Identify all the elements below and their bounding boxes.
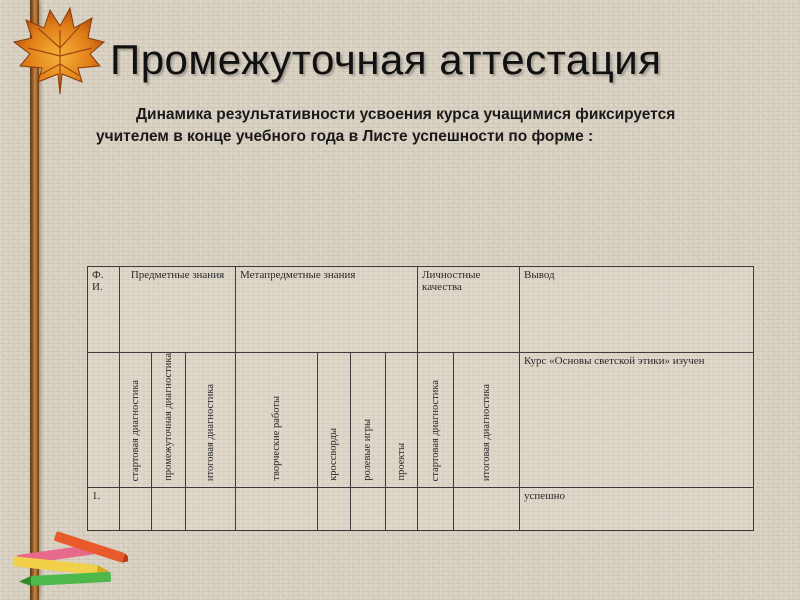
header-personal-qualities: Личностные качества (418, 267, 520, 353)
table-cell (351, 488, 386, 531)
header-fio: Ф. И. (88, 267, 120, 353)
table-cell (236, 488, 318, 531)
subheader-cell (454, 353, 520, 488)
table-subheader-row (88, 353, 754, 488)
subheader-empty (88, 353, 120, 488)
subheader-label: итоговая диагностика (480, 383, 492, 481)
subheader-cell (152, 353, 186, 488)
success-sheet-table (87, 266, 754, 531)
subheader-label: стартовая диагностика (429, 379, 441, 481)
subheader-cell (386, 353, 418, 488)
header-subject-knowledge: Предметные знания (120, 267, 236, 353)
subheader-cell (318, 353, 351, 488)
row-number: 1. (88, 488, 120, 531)
autumn-leaf-icon (8, 4, 108, 100)
row-result: успешно (520, 488, 754, 531)
header-metasubject-knowledge: Метапредметные знания (236, 267, 418, 353)
subheader-label: творческие работы (270, 396, 282, 481)
subheader-label: промежуточная диагностика (162, 353, 174, 481)
subheader-label: ролевые игры (362, 419, 374, 481)
slide-title: Промежуточная аттестация (110, 36, 662, 83)
table-cell (418, 488, 454, 531)
table-cell (318, 488, 351, 531)
subheader-label: итоговая диагностика (204, 383, 216, 481)
subheader-label: стартовая диагностика (129, 379, 141, 481)
table-row (88, 488, 754, 531)
table-cell (454, 488, 520, 531)
subheader-label: проекты (395, 443, 407, 481)
subheader-cell (186, 353, 236, 488)
subheader-label: кроссворды (328, 428, 340, 481)
table-cell (186, 488, 236, 531)
slide-subtitle: Динамика результативности усвоения курса учащимися фиксируется учителем в конце учебного года в Листе успешности по форме : (96, 106, 676, 145)
subheader-cell (418, 353, 454, 488)
table-cell (120, 488, 152, 531)
crayons-icon (8, 528, 128, 594)
table-cell (386, 488, 418, 531)
subheader-cell (236, 353, 318, 488)
subheader-cell (351, 353, 386, 488)
table-cell (152, 488, 186, 531)
table-header-row (88, 267, 754, 353)
subheader-cell (120, 353, 152, 488)
header-conclusion: Вывод (520, 267, 754, 353)
subheader-conclusion-text: Курс «Основы светской этики» изучен (520, 353, 754, 488)
